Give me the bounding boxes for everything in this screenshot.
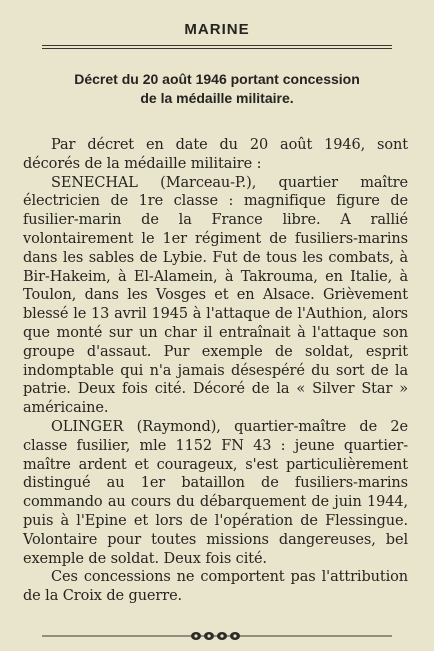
ornament-icon: [0, 630, 434, 642]
ornament-divider: [0, 630, 434, 642]
title-rule-bottom: [42, 48, 392, 49]
senechal-citation: SENECHAL (Marceau-P.), quartier maître électricien de 1re classe : magnifique figure de fusilier-marin de la France libre. A rallié volontairement le 1er régiment de fusiliers-marins dans les sables de Lybie. Fut de tous les combats, à Bir-Hakeim, à El-Alamein, à Takrouma, en Italie, à Toulon, dans les Vosges et en Alsace. Grièvement blessé le 13 avril 1945 à l'attaque de l'Authion, alors que monté sur un char il entraînait à l'attaque son groupe d'assaut. Pur exemple de soldat, esprit indomptable qui n'a jamais désespéré du sort de la patrie. Deux fois cité. Décoré de la « Silver Star » américaine.: [23, 174, 408, 417]
decree-title: [20, 70, 414, 108]
olinger-citation: OLINGER (Raymond), quartier-maître de 2e classe fusilier, mle 1152 FN 43 : jeune quartier-maître ardent et courageux, s'est particulièrement distingué au 1er bataillon de fusiliers-marins commando au cours du débarquement de juin 1944, puis à l'Epine et lors de l'opération de Flessingue. Volontaire pour toutes missions dangereuses, bel exemple de soldat. Deux fois cité.: [23, 418, 408, 567]
article-body: [23, 136, 408, 606]
title-rule-top: [42, 45, 392, 46]
closing-paragraph: Ces concessions ne comportent pas l'attribution de la Croix de guerre.: [23, 569, 408, 605]
decree-title-line-1: Décret du 20 août 1946 portant concession: [74, 71, 360, 87]
section-title: MARINE: [184, 21, 250, 38]
intro-paragraph: Par décret en date du 20 août 1946, sont décorés de la médaille militaire :: [23, 137, 408, 172]
decree-title-line-2: de la médaille militaire.: [140, 90, 294, 106]
